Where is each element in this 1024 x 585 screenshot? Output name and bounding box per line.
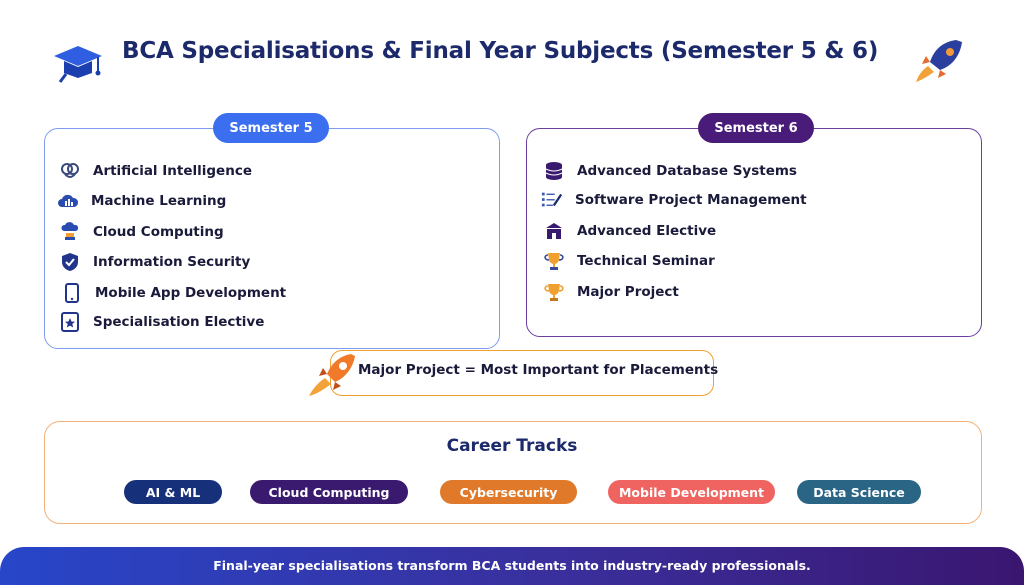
sem5-item-machine-learning [57, 190, 226, 212]
track-cybersecurity: Cybersecurity [440, 480, 577, 504]
sem6-item-label: Advanced Database Systems [577, 163, 797, 179]
sem6-item-major-project [543, 281, 679, 303]
footer-text: Final-year specialisations transform BCA students into industry-ready professionals. [213, 558, 811, 573]
sem6-item-label: Major Project [577, 284, 679, 300]
sem5-item-mobile-app-development [61, 282, 286, 304]
track-ai-ml: AI & ML [124, 480, 222, 504]
sem5-item-information-security [59, 251, 250, 273]
track-cloud-computing: Cloud Computing [250, 480, 408, 504]
sem5-item-specialisation-elective [59, 311, 264, 333]
shield-icon [59, 251, 81, 273]
tablet-star-icon [59, 311, 81, 333]
sem5-item-label: Information Security [93, 254, 251, 270]
smartphone-icon [61, 282, 83, 304]
page-title: BCA Specialisations & Final Year Subjects (Semester 5 & 6) [122, 38, 879, 64]
sem5-item-label: Specialisation Elective [93, 314, 265, 330]
sem5-item-label: Artificial Intelligence [93, 163, 252, 179]
semester-5-badge: Semester 5 [213, 113, 329, 143]
checklist-icon [541, 189, 563, 211]
sem6-item-advanced-elective [543, 220, 716, 242]
sem6-item-advanced-database-systems [543, 160, 797, 182]
title-row [0, 30, 1024, 80]
career-tracks-title: Career Tracks [446, 436, 578, 456]
sem6-item-label: Software Project Management [575, 192, 807, 208]
track-mobile-development: Mobile Development [608, 480, 775, 504]
trophy-icon [543, 250, 565, 272]
sem6-item-label: Advanced Elective [577, 223, 717, 239]
database-icon [543, 160, 565, 182]
brain-icon [59, 160, 81, 182]
sem5-item-cloud-computing [59, 221, 224, 243]
major-project-highlight-text: Major Project = Most Important for Placements [358, 362, 719, 378]
sem5-item-label: Machine Learning [91, 193, 227, 209]
track-data-science: Data Science [797, 480, 921, 504]
rocket-icon [305, 352, 357, 400]
sem6-item-software-project-management [541, 189, 807, 211]
graduation-cap-icon [52, 40, 104, 84]
sem5-item-label: Mobile App Development [95, 285, 287, 301]
sem5-item-label: Cloud Computing [93, 224, 224, 240]
cloud-chart-icon [57, 190, 79, 212]
cloud-server-icon [59, 221, 81, 243]
building-icon [543, 220, 565, 242]
sem6-item-technical-seminar [543, 250, 715, 272]
sem6-item-label: Technical Seminar [577, 253, 715, 269]
rocket-icon [912, 36, 968, 84]
semester-6-badge: Semester 6 [698, 113, 814, 143]
trophy-icon [543, 281, 565, 303]
sem5-item-artificial-intelligence [59, 160, 252, 182]
